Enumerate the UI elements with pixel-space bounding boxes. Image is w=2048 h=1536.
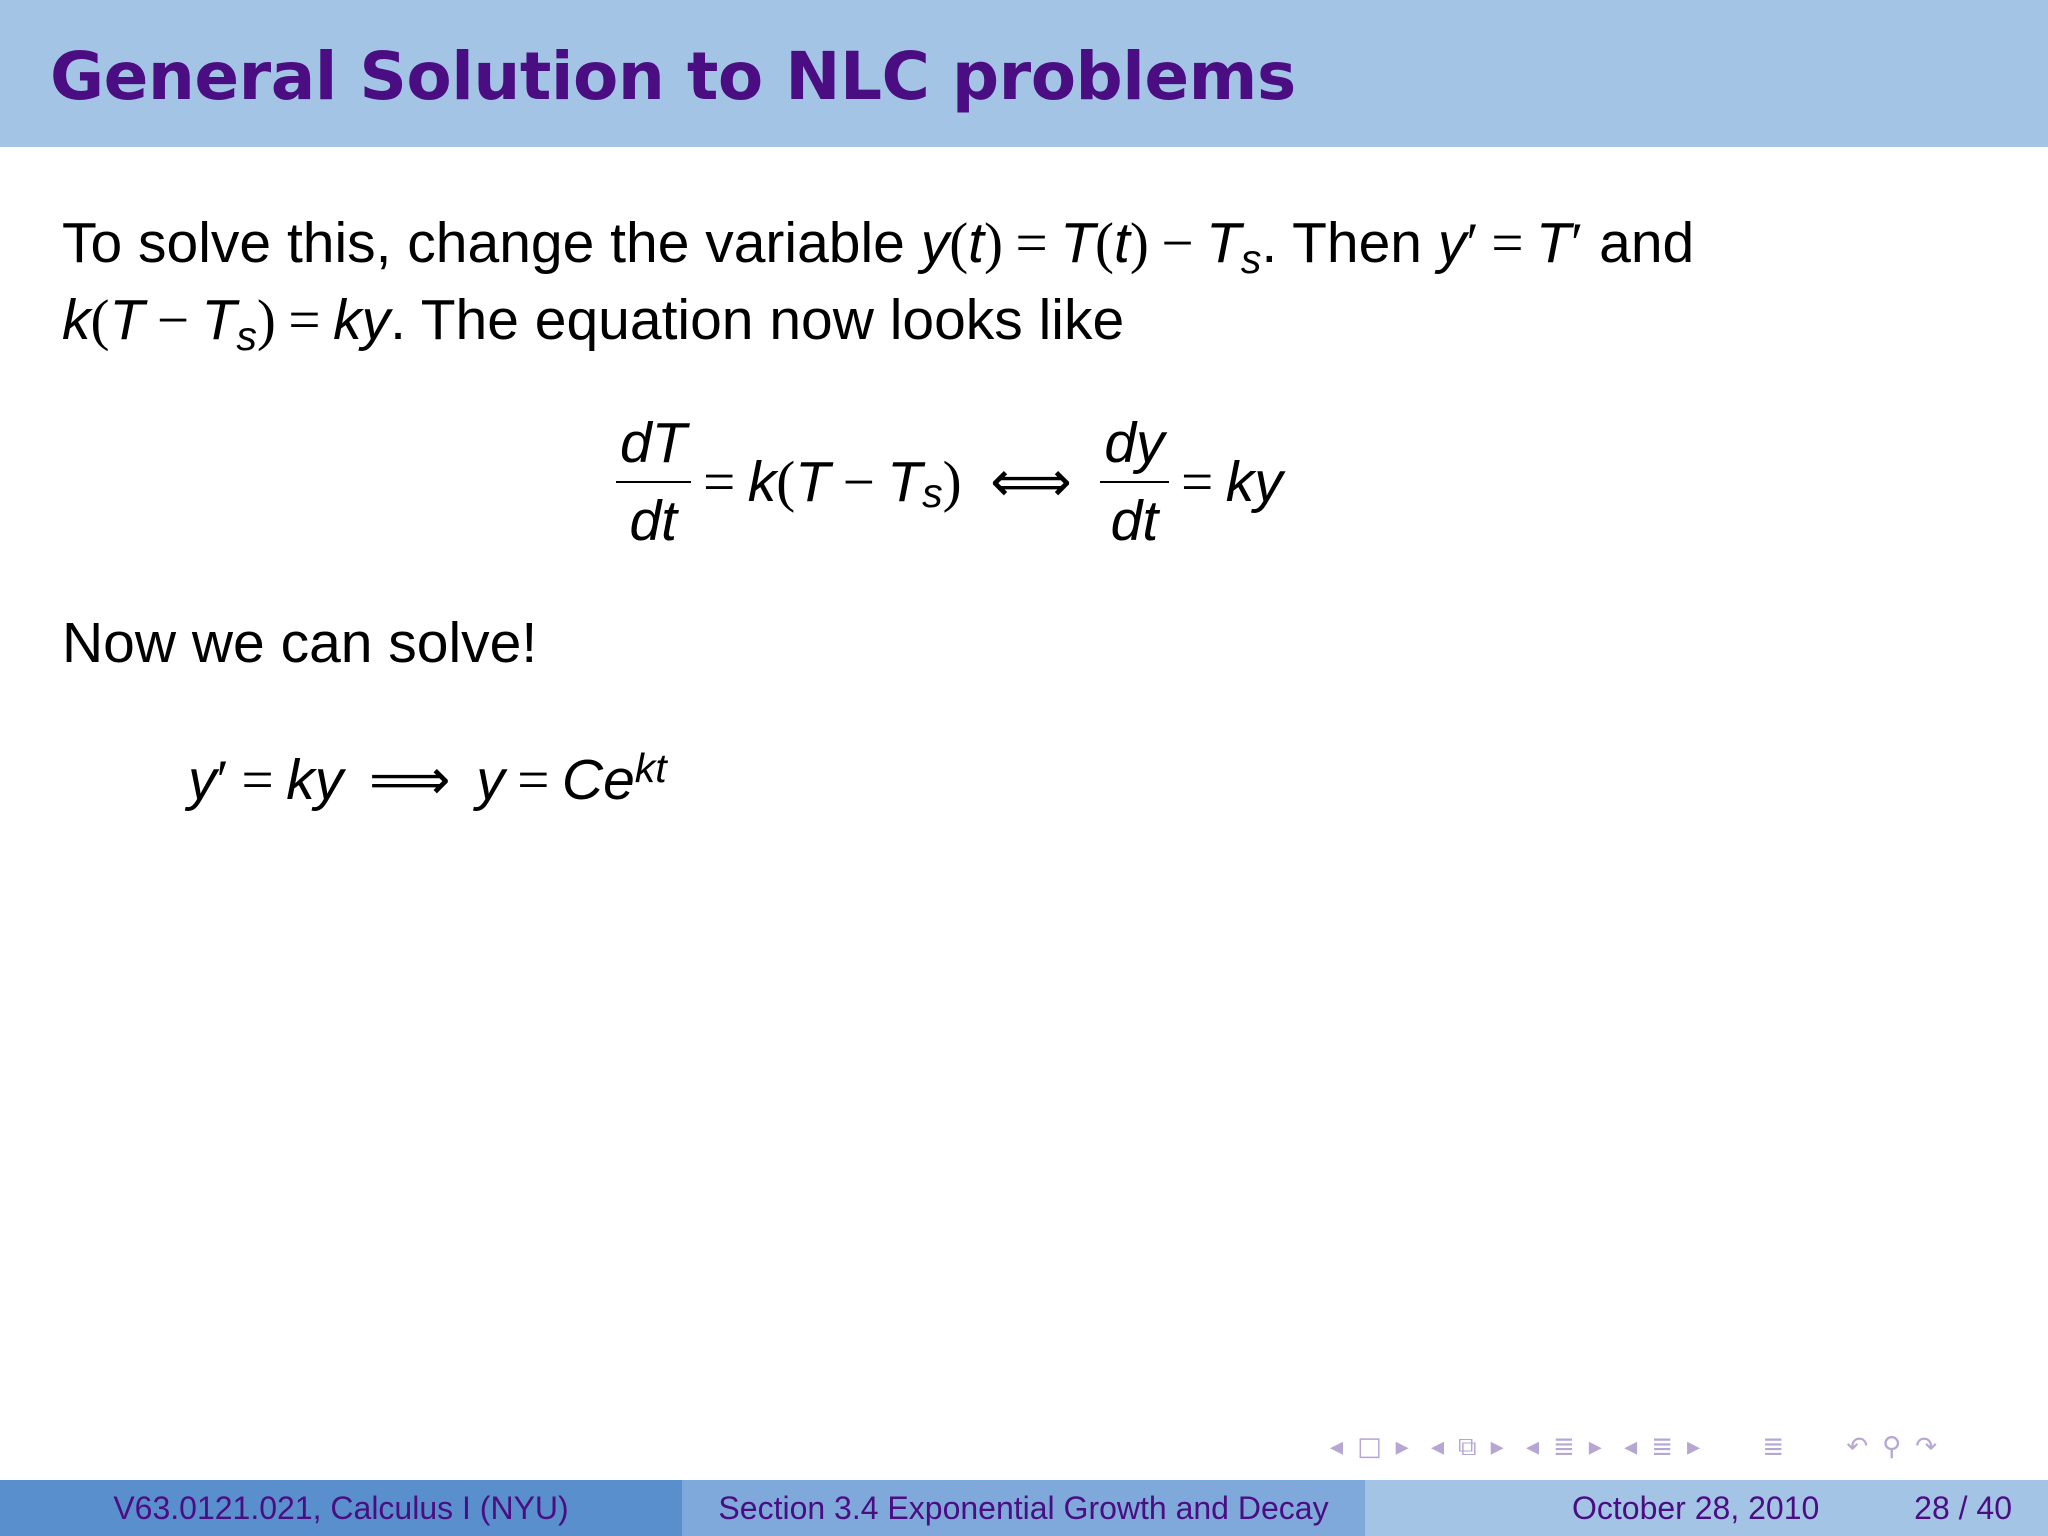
fraction-dy-dt: $\frac{dy}{dt}$ xyxy=(1100,405,1168,559)
arrow-left-icon[interactable]: ◂ xyxy=(1525,1432,1539,1462)
frame-title: General Solution to NLC problems xyxy=(50,38,1296,115)
footer-date: October 28, 2010 xyxy=(1572,1490,1820,1526)
solution-equation: y′ = ky ⟹ $y = Ce^{kt}$ xyxy=(188,744,667,812)
footer-right xyxy=(1365,1480,2048,1536)
arrow-right-icon[interactable]: ▸ xyxy=(1588,1432,1602,1462)
implies-arrow: ⟹ xyxy=(368,749,451,812)
arrow-right-icon[interactable]: ▸ xyxy=(1395,1432,1409,1462)
section-icon[interactable]: ≣ xyxy=(1651,1432,1673,1462)
frame-icon[interactable]: □ xyxy=(1357,1432,1382,1462)
align-icon[interactable]: ≣ xyxy=(1762,1432,1785,1462)
arrow-left-icon[interactable]: ◂ xyxy=(1330,1432,1344,1462)
section-icon[interactable]: ≣ xyxy=(1553,1432,1575,1462)
iff-arrow: ⟺ xyxy=(990,451,1072,514)
now-solve-text: Now we can solve! xyxy=(62,611,538,675)
footer xyxy=(0,1480,2048,1536)
arrow-left-icon[interactable]: ◂ xyxy=(1430,1432,1445,1462)
navigation-symbols xyxy=(1330,1432,1951,1463)
body-text: and xyxy=(1583,211,1695,275)
math-var: y xyxy=(920,211,950,275)
display-equation: $\frac{dT}{dt}$ = $k(T - T_s)$ ⟺ $\frac{dy}{dt}$ = ky xyxy=(616,405,1283,559)
arrow-left-icon[interactable]: ◂ xyxy=(1624,1432,1638,1462)
equals-sign: = xyxy=(1015,212,1048,275)
paragraph-line-2: $k(T - T_s)$ = ky. The equation now looks like xyxy=(62,288,1125,360)
page-number: 28 / 40 xyxy=(1914,1490,2012,1526)
arrow-right-icon[interactable]: ▸ xyxy=(1686,1432,1701,1462)
search-icon[interactable]: ⚲ xyxy=(1882,1432,1902,1462)
body-text: . Then xyxy=(1261,211,1438,275)
footer-section: Section 3.4 Exponential Growth and Decay xyxy=(682,1480,1365,1536)
forward-icon[interactable]: ↷ xyxy=(1915,1432,1938,1462)
minus-sign: − xyxy=(1161,212,1194,275)
arrow-right-icon[interactable]: ▸ xyxy=(1490,1432,1504,1462)
body-text: To solve this, change the variable xyxy=(62,211,921,275)
body-text: . The equation now looks like xyxy=(390,288,1125,352)
back-icon[interactable]: ↶ xyxy=(1846,1432,1869,1462)
footer-course: V63.0121.021, Calculus I (NYU) xyxy=(0,1480,682,1536)
title-bar xyxy=(0,0,2048,147)
subsection-icon[interactable]: ⧉ xyxy=(1458,1432,1477,1462)
fraction-dT-dt: $\frac{dT}{dt}$ xyxy=(616,405,691,559)
paragraph-line-1: To solve this, change the variable $y(t) = T(t) - T_s$. Then y′ = T′ and xyxy=(62,211,1695,283)
